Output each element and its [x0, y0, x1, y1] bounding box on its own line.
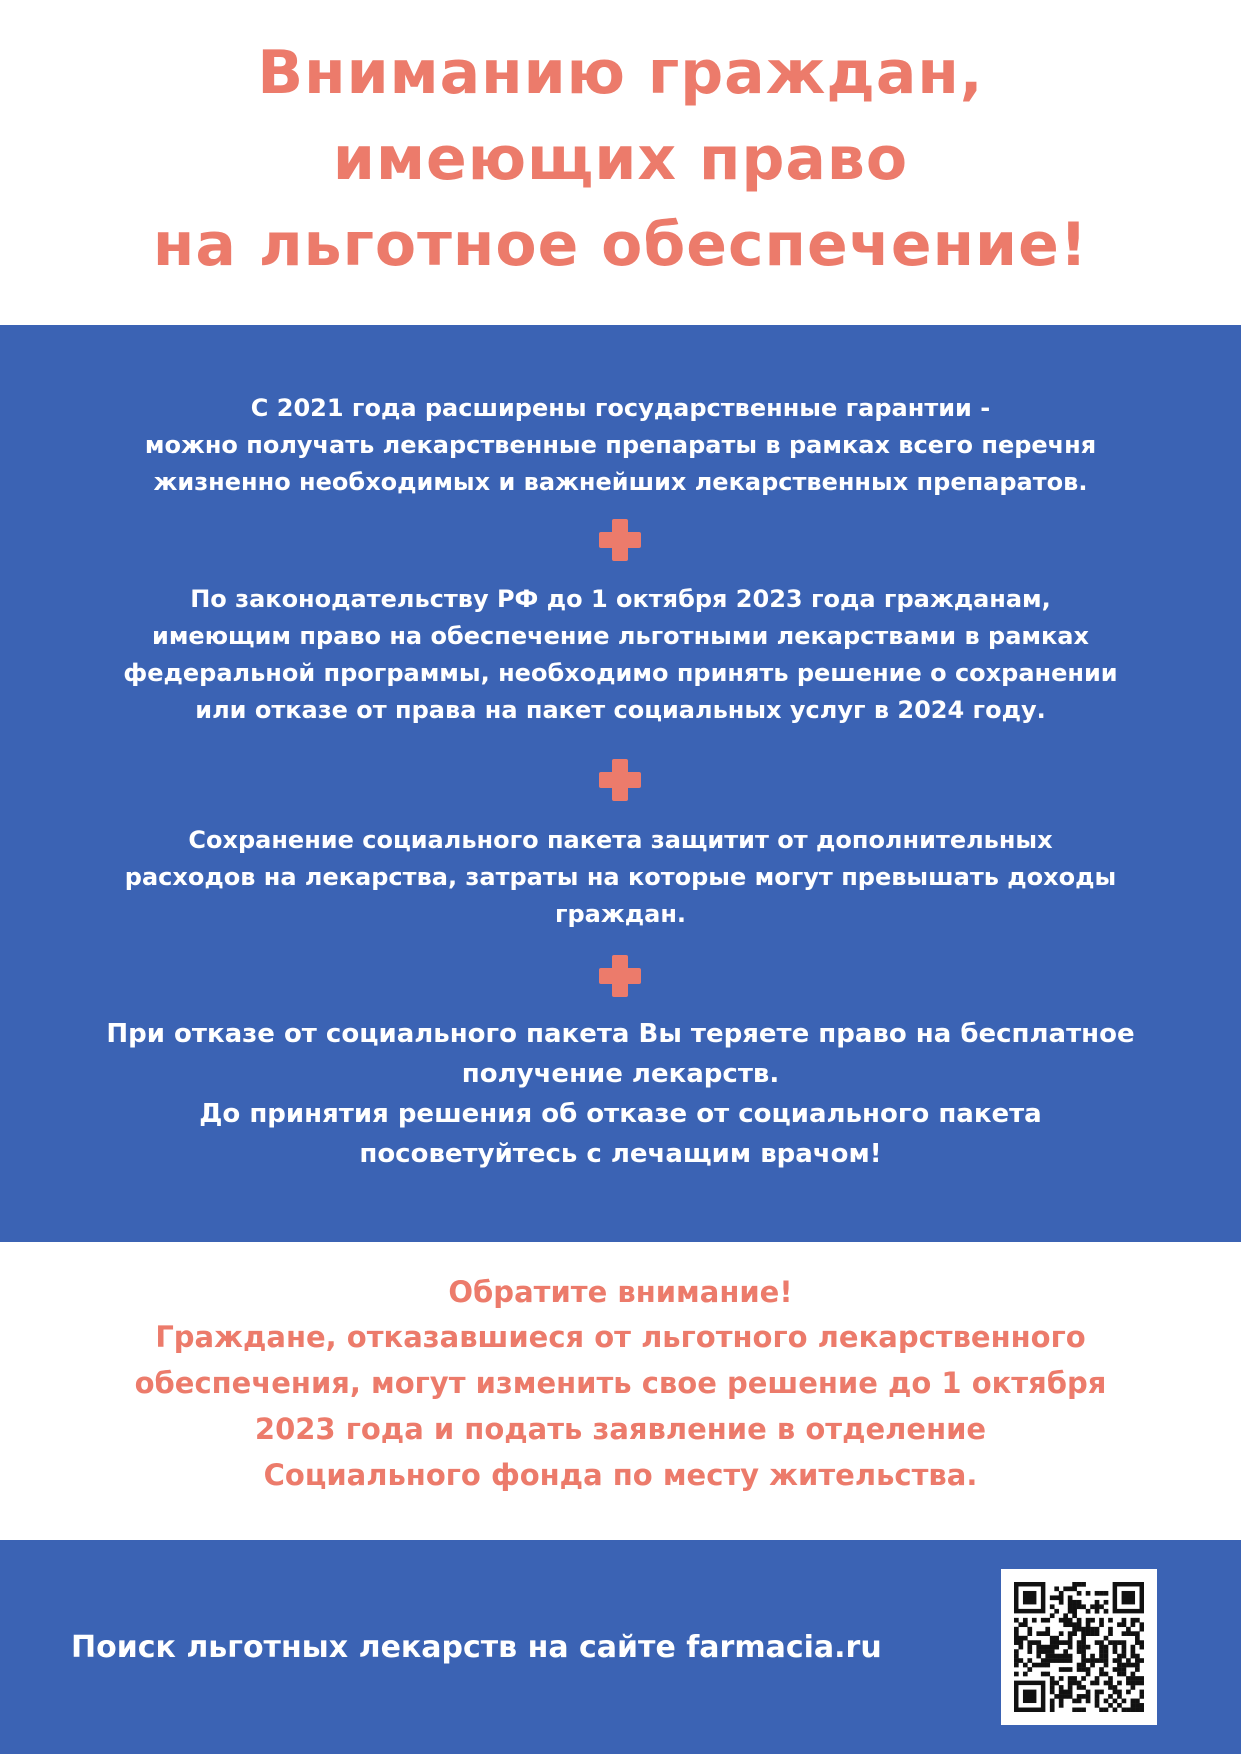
- notice-line: обеспечения, могут изменить свое решение до 1 октября: [134, 1366, 1107, 1400]
- info-panel: [0, 325, 1241, 1242]
- paragraph-protection: [40, 822, 1201, 933]
- paragraph-guarantees: [40, 390, 1201, 501]
- qr-code-icon: [1014, 1582, 1144, 1712]
- text-line: расходов на лекарства, затраты на которые могут превышать доходы: [124, 863, 1117, 891]
- footer-search-text: Поиск льготных лекарств на сайте farmacia.ru: [71, 1630, 882, 1665]
- text-line: федеральной программы, необходимо принять решение о сохранении: [123, 659, 1118, 687]
- paragraph-refusal-warning: [40, 1014, 1201, 1174]
- notice-line: Социального фонда по месту жительства.: [263, 1458, 978, 1492]
- notice-line: 2023 года и подать заявление в отделение: [254, 1412, 987, 1446]
- text-line: можно получать лекарственные препараты в рамках всего перечня: [144, 431, 1097, 459]
- notice-heading: Обратите внимание!: [448, 1275, 793, 1309]
- notice-block: [0, 1270, 1241, 1498]
- title-line-2: имеющих право: [332, 124, 909, 194]
- paragraph-legislation: [40, 581, 1201, 729]
- text-line: Сохранение социального пакета защитит от дополнительных: [188, 826, 1053, 854]
- notice-line: Граждане, отказавшиеся от льготного лекарственного: [155, 1320, 1086, 1354]
- page-title: [0, 30, 1241, 288]
- text-line: При отказе от социального пакета Вы теряете право на бесплатное: [106, 1019, 1135, 1049]
- plus-icon: [599, 759, 641, 801]
- text-line: жизненно необходимых и важнейших лекарственных препаратов.: [153, 468, 1088, 496]
- text-line: До принятия решения об отказе от социального пакета: [199, 1099, 1042, 1129]
- plus-icon: [599, 955, 641, 997]
- text-line: получение лекарств.: [461, 1059, 780, 1089]
- footer-panel: [0, 1540, 1241, 1754]
- text-line: граждан.: [554, 900, 687, 928]
- text-line: посоветуйтесь с лечащим врачом!: [359, 1139, 882, 1169]
- text-line: или отказе от права на пакет социальных услуг в 2024 году.: [195, 696, 1046, 724]
- qr-code: [1001, 1569, 1157, 1725]
- title-line-3: на льготное обеспечение!: [152, 210, 1089, 280]
- text-line: имеющим право на обеспечение льготными лекарствами в рамках: [152, 622, 1089, 650]
- text-line: По законодательству РФ до 1 октября 2023 года гражданам,: [190, 585, 1051, 613]
- text-line: С 2021 года расширены государственные гарантии -: [250, 394, 991, 422]
- plus-icon: [599, 519, 641, 561]
- title-line-1: Вниманию граждан,: [257, 38, 984, 108]
